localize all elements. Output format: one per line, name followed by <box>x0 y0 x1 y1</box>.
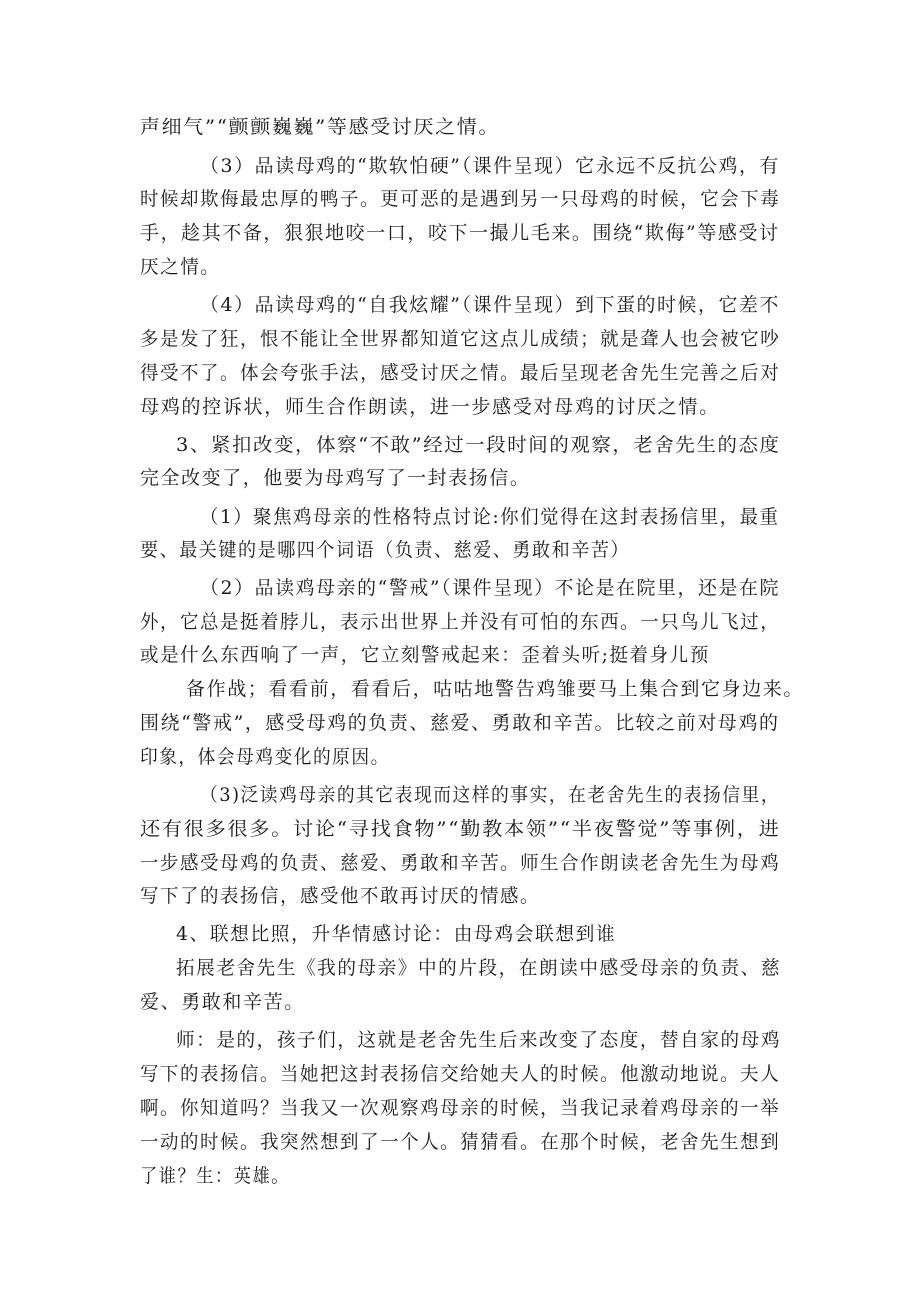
paragraph-line: （3）品读母鸡的“欺软怕硬”（课件呈现）它永远不反抗公鸡，有 <box>200 155 781 177</box>
paragraph-line: 外，它总是挺着脖儿，表示出世界上并没有可怕的东西。一只鸟儿飞过， <box>140 611 781 633</box>
paragraph-line: （4）品读母鸡的“自我炫耀”（课件呈现）到下蛋的时候，它差不 <box>200 294 781 316</box>
paragraph-line: 一动的时候。我突然想到了一个人。猜猜看。在那个时候，老舍先生想到 <box>140 1131 781 1153</box>
paragraph-line: 爱、勇敢和辛苦。 <box>140 991 305 1013</box>
paragraph-line: （2）品读鸡母亲的“警戒”（课件呈现）不论是在院里，还是在院 <box>200 577 781 599</box>
paragraph-line: 印象，体会母鸡变化的原因。 <box>140 746 390 768</box>
paragraph-line: 备作战；看看前，看看后，咕咕地警告鸡雏要马上集合到它身边来。 <box>186 678 805 700</box>
paragraph-line: 多是发了狂，恨不能让全世界都知道它这点儿成绩；就是聋人也会被它吵 <box>140 328 781 350</box>
paragraph-line: 拓展老舍先生《我的母亲》中的片段，在朗读中感受母亲的负责、慈 <box>176 957 782 979</box>
paragraph-line: 写下了的表扬信，感受他不敢再讨厌的情感。 <box>140 885 541 907</box>
paragraph-line: 得受不了。体会夸张手法，感受讨厌之情。最后呈现老舍先生完善之后对 <box>140 362 781 384</box>
paragraph-line: 啊。你知道吗？当我又一次观察鸡母亲的时候，当我记录着鸡母亲的一举 <box>140 1097 781 1119</box>
paragraph-line: 完全改变了，他要为母鸡写了一封表扬信。 <box>140 467 531 489</box>
paragraph-line: 写下的表扬信。当她把这封表扬信交给她夫人的时候。他激动地说。夫人 <box>140 1063 781 1085</box>
paragraph-line: 还有很多很多。讨论“寻找食物”“勤教本领”“半夜警觉”等事例，进 <box>140 818 781 840</box>
paragraph-line: 手，趁其不备，狠狠地咬一口，咬下一撮儿毛来。围绕“欺侮”等感受讨 <box>140 222 780 244</box>
paragraph-line: 母鸡的控诉状，师生合作朗读，进一步感受对母鸡的讨厌之情。 <box>140 396 720 418</box>
paragraph-line: 师：是的，孩子们，这就是老舍先生后来改变了态度，替自家的母鸡 <box>176 1029 782 1051</box>
paragraph-line: 或是什么东西响了一声，它立刻警戒起来：歪着头听;挺着身儿预 <box>140 644 710 666</box>
paragraph-line: 围绕“警戒”，感受母鸡的负责、慈爱、勇敢和辛苦。比较之前对母鸡的 <box>140 712 780 734</box>
paragraph-line: 要、最关键的是哪四个词语（负责、慈爱、勇敢和辛苦） <box>140 539 631 561</box>
paragraph-line: 3、紧扣改变，体察“不敢”经过一段时间的观察，老舍先生的态度 <box>176 434 781 456</box>
paragraph-line: 声细气”“颤颤巍巍”等感受讨厌之情。 <box>140 116 500 138</box>
paragraph-line: 厌之情。 <box>140 256 221 278</box>
paragraph-line: （1）聚焦鸡母亲的性格特点讨论:你们觉得在这封表扬信里，最重 <box>200 506 780 528</box>
paragraph-line: 一步感受母鸡的负责、慈爱、勇敢和辛苦。师生合作朗读老舍先生为母鸡 <box>140 852 781 874</box>
paragraph-line: 了谁？生：英雄。 <box>140 1165 290 1187</box>
paragraph-line: 时候却欺侮最忠厚的鸭子。更可恶的是遇到另一只母鸡的时候，它会下毒 <box>140 188 781 210</box>
paragraph-line: 4、联想比照，升华情感讨论：由母鸡会联想到谁 <box>176 923 617 945</box>
paragraph-line: （3)泛读鸡母亲的其它表现而这样的事实，在老舍先生的表扬信里， <box>200 784 781 806</box>
